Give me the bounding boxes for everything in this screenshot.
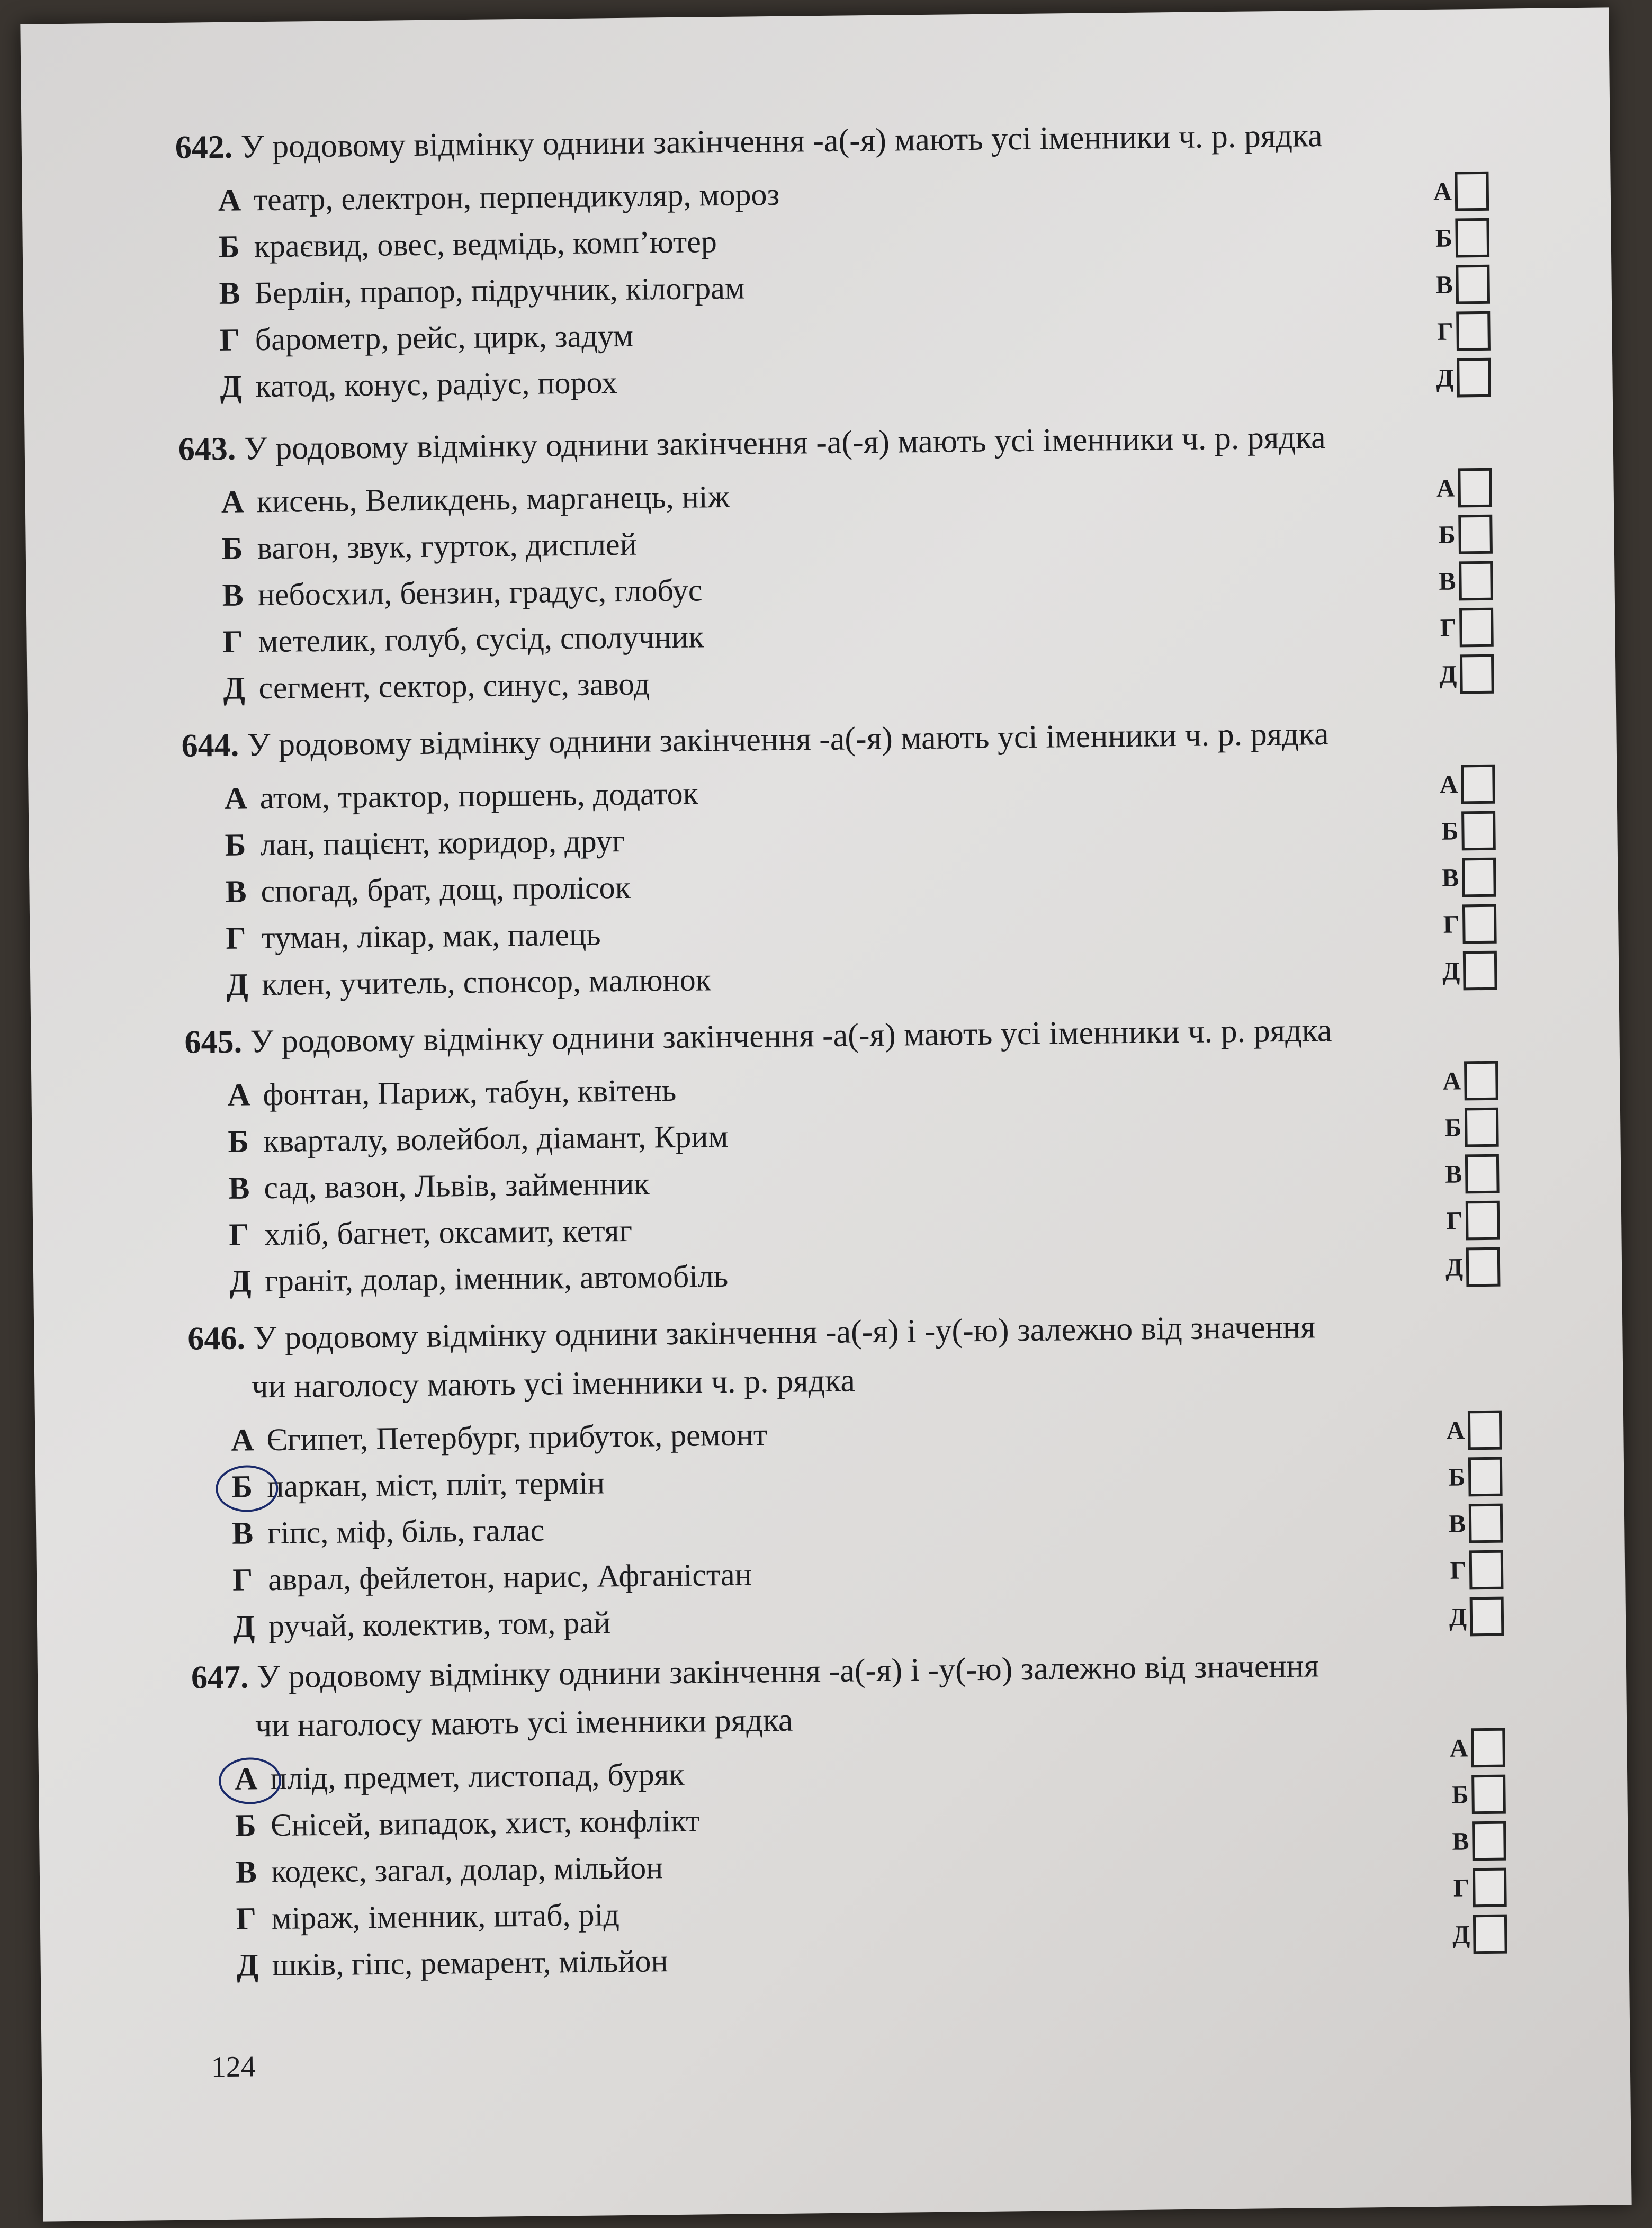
option-text: міраж, іменник, штаб, рід <box>271 1897 620 1936</box>
cell-letter: Д <box>1442 956 1460 985</box>
answer-cell-e[interactable] <box>1442 1593 1504 1640</box>
cell-letter: Г <box>1453 1873 1470 1902</box>
cell-letter: Д <box>1436 364 1454 392</box>
checkbox[interactable] <box>1473 1868 1507 1908</box>
question-number: 645. <box>184 1023 243 1061</box>
question-stem-continued: чи наголосу мають усі іменники ч. р. рядка <box>251 1362 856 1405</box>
option-letter: А <box>227 1077 251 1112</box>
answer-cell-a[interactable] <box>1443 1724 1505 1772</box>
option-text: кодекс, загал, долар, мільйон <box>271 1850 663 1890</box>
option-letter: В <box>235 1854 257 1890</box>
option-letter: Г <box>226 920 246 956</box>
options-list <box>188 1404 1488 1650</box>
question-number: 642. <box>175 129 233 166</box>
checkbox[interactable] <box>1460 654 1494 694</box>
checkbox[interactable] <box>1468 1411 1502 1450</box>
question-number: 643. <box>178 430 236 468</box>
question-stem <box>178 411 1476 474</box>
option-text: атом, трактор, поршень, додаток <box>259 776 699 816</box>
cell-letter: Б <box>1435 224 1453 253</box>
option-text: клен, учитель, спонсор, малюнок <box>262 962 712 1002</box>
answer-cell-c[interactable] <box>1434 854 1496 901</box>
checkbox[interactable] <box>1455 218 1489 258</box>
option-letter: Б <box>218 229 240 264</box>
answer-cell-a[interactable] <box>1440 1407 1502 1454</box>
option-text: туман, лікар, мак, палець <box>261 917 601 956</box>
question-stem <box>175 110 1473 172</box>
checkbox[interactable] <box>1468 1457 1503 1497</box>
option-text: метелик, голуб, сусід, сполучник <box>258 619 704 659</box>
option-letter: В <box>228 1170 250 1206</box>
option-letter: Д <box>223 670 246 706</box>
worksheet-page <box>20 7 1631 2221</box>
question-stem <box>181 708 1479 770</box>
answer-grid <box>1440 1407 1504 1640</box>
cell-letter: А <box>1449 1733 1468 1763</box>
option-letter: Б <box>231 1469 253 1504</box>
checkbox[interactable] <box>1456 265 1490 304</box>
checkbox[interactable] <box>1471 1728 1505 1768</box>
cell-letter: А <box>1442 1066 1461 1095</box>
cell-letter: Д <box>1452 1920 1470 1949</box>
checkbox[interactable] <box>1464 1061 1498 1101</box>
checkbox[interactable] <box>1455 172 1489 211</box>
cell-letter: Б <box>1451 1780 1469 1809</box>
option-text: катод, конус, радіус, порох <box>255 365 618 404</box>
answer-grid <box>1443 1724 1507 1958</box>
option-text: фонтан, Париж, табун, квітень <box>263 1072 677 1112</box>
option-text: граніт, долар, іменник, автомобіль <box>264 1258 729 1299</box>
question-text: У родовому відмінку однини закінчення -а(-я) мають усі іменники ч. р. рядка <box>247 716 1329 763</box>
options-list <box>185 1058 1484 1305</box>
cell-letter: В <box>1448 1509 1466 1538</box>
answer-cell-e[interactable] <box>1435 947 1497 994</box>
option-letter: Б <box>228 1124 249 1159</box>
cell-letter: В <box>1435 271 1453 299</box>
answer-cell-c[interactable] <box>1444 1818 1506 1865</box>
answer-cell-a[interactable] <box>1436 1057 1498 1104</box>
cell-letter: А <box>1433 177 1452 206</box>
answer-cell-e[interactable] <box>1439 1244 1501 1291</box>
checkbox[interactable] <box>1472 1821 1506 1861</box>
answer-cell-d[interactable] <box>1435 901 1497 948</box>
question-642 <box>175 110 1475 410</box>
checkbox[interactable] <box>1465 1108 1499 1147</box>
option-text: спогад, брат, дощ, пролісок <box>261 869 631 909</box>
answer-cell-e[interactable] <box>1429 354 1491 401</box>
cell-letter: Г <box>1436 317 1453 346</box>
options-list <box>178 465 1478 712</box>
option-letter: Г <box>232 1562 253 1597</box>
checkbox[interactable] <box>1466 1247 1501 1287</box>
option-letter: А <box>218 182 241 218</box>
answer-cell-d[interactable] <box>1445 1864 1507 1911</box>
page-number: 124 <box>211 2050 256 2084</box>
cell-letter: В <box>1442 863 1459 892</box>
cell-letter: А <box>1439 770 1458 799</box>
checkbox[interactable] <box>1458 515 1493 554</box>
option-text: шків, гіпс, ремарент, мільйон <box>272 1943 668 1983</box>
checkbox[interactable] <box>1461 811 1496 851</box>
answer-cell-d[interactable] <box>1429 308 1491 355</box>
answer-cell-d[interactable] <box>1432 604 1494 651</box>
option-letter: Д <box>232 1609 255 1644</box>
cell-letter: Г <box>1446 1206 1463 1235</box>
option-text: сад, вазон, Львів, займенник <box>264 1166 650 1206</box>
checkbox[interactable] <box>1458 468 1492 508</box>
option-text: небосхил, бензин, градус, глобус <box>257 572 703 613</box>
cell-letter: Д <box>1449 1602 1467 1631</box>
option-letter: Д <box>236 1947 259 1983</box>
cell-letter: Д <box>1439 660 1457 689</box>
answer-grid <box>1433 761 1497 994</box>
option-letter: Д <box>226 967 248 1002</box>
cell-letter: Б <box>1444 1113 1462 1142</box>
question-text: У родовому відмінку однини закінчення -а(-я) мають усі іменники ч. р. рядка <box>250 1012 1332 1060</box>
question-stem-continued: чи наголосу мають усі іменники рядка <box>255 1702 793 1744</box>
option-letter: А <box>224 780 248 816</box>
answer-cell-a[interactable] <box>1430 464 1492 511</box>
answer-cell-c[interactable] <box>1441 1500 1503 1547</box>
option-text: кварталу, волейбол, діамант, Крим <box>263 1118 729 1159</box>
option-letter: Г <box>222 624 244 659</box>
option-text: аврал, фейлетон, нарис, Афганістан <box>267 1557 752 1597</box>
option-letter: А <box>231 1422 255 1458</box>
answer-cell-b[interactable] <box>1434 807 1496 855</box>
cell-letter: Г <box>1450 1556 1467 1585</box>
answer-cell-c[interactable] <box>1431 558 1493 605</box>
option-text: сегмент, сектор, синус, завод <box>258 666 650 706</box>
handwritten-circle-mark <box>216 1465 279 1512</box>
question-number: 647. <box>191 1659 249 1696</box>
answer-cell-c[interactable] <box>1428 261 1490 308</box>
checkbox[interactable] <box>1470 1597 1504 1637</box>
checkbox[interactable] <box>1461 765 1495 804</box>
checkbox[interactable] <box>1469 1550 1504 1590</box>
option-text: барометр, рейс, цирк, задум <box>255 318 634 357</box>
checkbox[interactable] <box>1463 951 1497 991</box>
handwritten-circle-mark <box>219 1757 282 1804</box>
option-text: гіпс, міф, біль, галас <box>267 1512 545 1551</box>
option-letter: В <box>219 275 241 311</box>
checkbox[interactable] <box>1469 1504 1503 1543</box>
cell-letter: Б <box>1441 816 1459 846</box>
option-letter: Б <box>235 1808 257 1843</box>
checkbox[interactable] <box>1459 608 1494 648</box>
question-645 <box>184 1004 1485 1305</box>
option-text: кисень, Великдень, марганець, ніж <box>256 479 730 519</box>
option-letter: Б <box>225 827 246 863</box>
option-letter: В <box>225 874 247 909</box>
cell-letter: В <box>1439 567 1456 596</box>
answer-cell-b[interactable] <box>1427 214 1489 262</box>
checkbox[interactable] <box>1471 1775 1506 1814</box>
checkbox[interactable] <box>1465 1154 1500 1194</box>
option-letter: А <box>221 484 245 519</box>
question-number: 644. <box>181 727 239 764</box>
checkbox[interactable] <box>1462 858 1496 897</box>
option-letter: Г <box>228 1217 249 1252</box>
checkbox[interactable] <box>1456 311 1491 351</box>
cell-letter: Г <box>1443 910 1460 939</box>
answer-cell-b[interactable] <box>1431 511 1493 558</box>
option-text: Єнісей, випадок, хист, конфлікт <box>270 1803 700 1843</box>
answer-grid <box>1430 464 1494 698</box>
answer-cell-c[interactable] <box>1438 1151 1500 1198</box>
question-text: У родовому відмінку однини закінчення -а(-я) і -у(-ю) залежно від значення <box>253 1309 1316 1356</box>
cell-letter: В <box>1444 1160 1462 1189</box>
question-643 <box>178 411 1478 712</box>
option-letter: Г <box>219 322 240 357</box>
option-text: хліб, багнет, оксамит, кетяг <box>264 1212 633 1252</box>
cell-letter: Б <box>1438 520 1456 549</box>
option-text: театр, електрон, перпендикуляр, мороз <box>253 176 780 218</box>
answer-cell-d[interactable] <box>1442 1547 1504 1594</box>
cell-letter: Д <box>1445 1253 1464 1282</box>
option-text: плід, предмет, листопад, буряк <box>270 1756 685 1796</box>
option-text: лан, пацієнт, коридор, друг <box>260 823 625 863</box>
option-letter: В <box>222 577 244 613</box>
question-644 <box>181 708 1482 1009</box>
answer-grid <box>1436 1057 1501 1291</box>
answer-cell-b[interactable] <box>1444 1771 1506 1818</box>
option-text: Берлін, прапор, підручник, кілограм <box>254 270 746 311</box>
cell-letter: В <box>1452 1827 1469 1856</box>
answer-grid <box>1427 168 1491 401</box>
question-text: У родовому відмінку однини закінчення -а(-я) мають усі іменники ч. р. рядка <box>244 419 1326 467</box>
option-text: Єгипет, Петербург, прибуток, ремонт <box>266 1417 768 1458</box>
question-646 <box>187 1301 1488 1650</box>
options-list <box>192 1742 1492 1989</box>
option-text: вагон, звук, гурток, дисплей <box>257 526 638 566</box>
option-letter: Д <box>229 1263 252 1299</box>
options-list <box>175 164 1475 410</box>
answer-cell-b[interactable] <box>1437 1104 1499 1151</box>
cell-letter: Г <box>1440 613 1457 642</box>
checkbox[interactable] <box>1462 904 1497 944</box>
question-stem <box>184 1004 1482 1067</box>
option-letter: Г <box>236 1901 257 1936</box>
answer-cell-e[interactable] <box>1446 1911 1507 1958</box>
option-letter: Д <box>220 369 243 404</box>
option-letter: А <box>234 1761 258 1796</box>
question-text: У родовому відмінку однини закінчення -а(-я) і -у(-ю) залежно від значення <box>256 1648 1319 1695</box>
question-647 <box>191 1640 1492 1989</box>
cell-letter: А <box>1436 473 1455 502</box>
answer-cell-a[interactable] <box>1427 168 1489 215</box>
options-list <box>182 762 1481 1009</box>
checkbox[interactable] <box>1473 1915 1507 1954</box>
question-number: 646. <box>187 1320 246 1357</box>
answer-cell-a[interactable] <box>1433 761 1495 808</box>
checkbox[interactable] <box>1466 1201 1500 1241</box>
question-text: У родовому відмінку однини закінчення -а(-я) мають усі іменники ч. р. рядка <box>240 118 1323 165</box>
option-text: ручай, колектив, том, рай <box>268 1605 611 1644</box>
option-letter: В <box>231 1515 254 1551</box>
option-text: краєвид, овес, ведмідь, комп’ютер <box>254 224 717 264</box>
answer-cell-d[interactable] <box>1438 1197 1500 1244</box>
option-text: паркан, міст, пліт, термін <box>266 1465 605 1504</box>
option-letter: Б <box>221 531 243 566</box>
answer-cell-e[interactable] <box>1432 651 1494 698</box>
cell-letter: Б <box>1448 1462 1466 1492</box>
answer-cell-b[interactable] <box>1441 1453 1503 1501</box>
checkbox[interactable] <box>1459 561 1493 601</box>
checkbox[interactable] <box>1457 358 1491 398</box>
cell-letter: А <box>1446 1416 1465 1445</box>
